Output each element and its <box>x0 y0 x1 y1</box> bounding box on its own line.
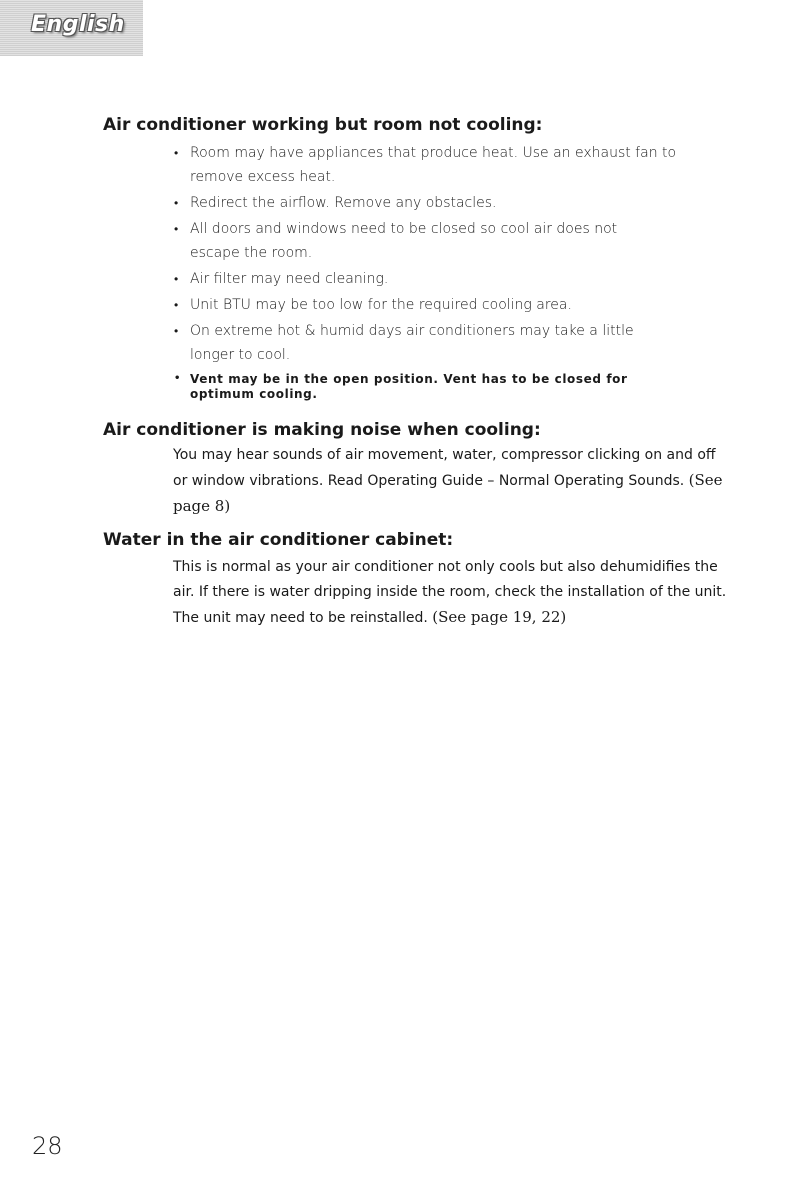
page-number: 28 <box>32 1132 63 1160</box>
noise-page-reference: (See page 8) <box>173 471 723 515</box>
water-body: This is normal as your air conditioner not only cools but also dehumidifies the air. If there is water dripping inside the room, check the installation of the unit. The unit may need to be reinstalled. <box>173 559 727 626</box>
noise-body: You may hear sounds of air movement, water, compressor clicking on and off or window vibrations. Read Operating Guide – Normal Operating Sounds. <box>173 447 716 489</box>
section-heading-water: Water in the air conditioner cabinet: <box>103 530 454 550</box>
water-paragraph <box>173 555 733 631</box>
section-heading-not-cooling: Air conditioner working but room not cooling: <box>103 115 543 135</box>
language-label: English <box>31 12 125 37</box>
not-cooling-bullet-list <box>173 141 713 404</box>
section-heading-noise: Air conditioner is making noise when cooling: <box>103 420 541 440</box>
list-item: • All doors and windows need to be closed so cool air does not escape the room. <box>174 221 618 261</box>
list-item: • Vent may be in the open position. Vent has to be closed for optimum cooling. <box>174 372 628 401</box>
noise-paragraph <box>173 443 733 520</box>
list-item: • Redirect the airflow. Remove any obstacles. <box>174 195 497 211</box>
language-tab <box>0 0 143 56</box>
water-page-reference: (See page 19, 22) <box>432 608 567 626</box>
list-item: • On extreme hot & humid days air conditioners may take a little longer to cool. <box>174 323 634 363</box>
list-item: • Room may have appliances that produce heat. Use an exhaust fan to remove excess heat. <box>174 145 677 185</box>
list-item: • Unit BTU may be too low for the required cooling area. <box>174 297 572 313</box>
list-item: • Air filter may need cleaning. <box>174 271 389 287</box>
